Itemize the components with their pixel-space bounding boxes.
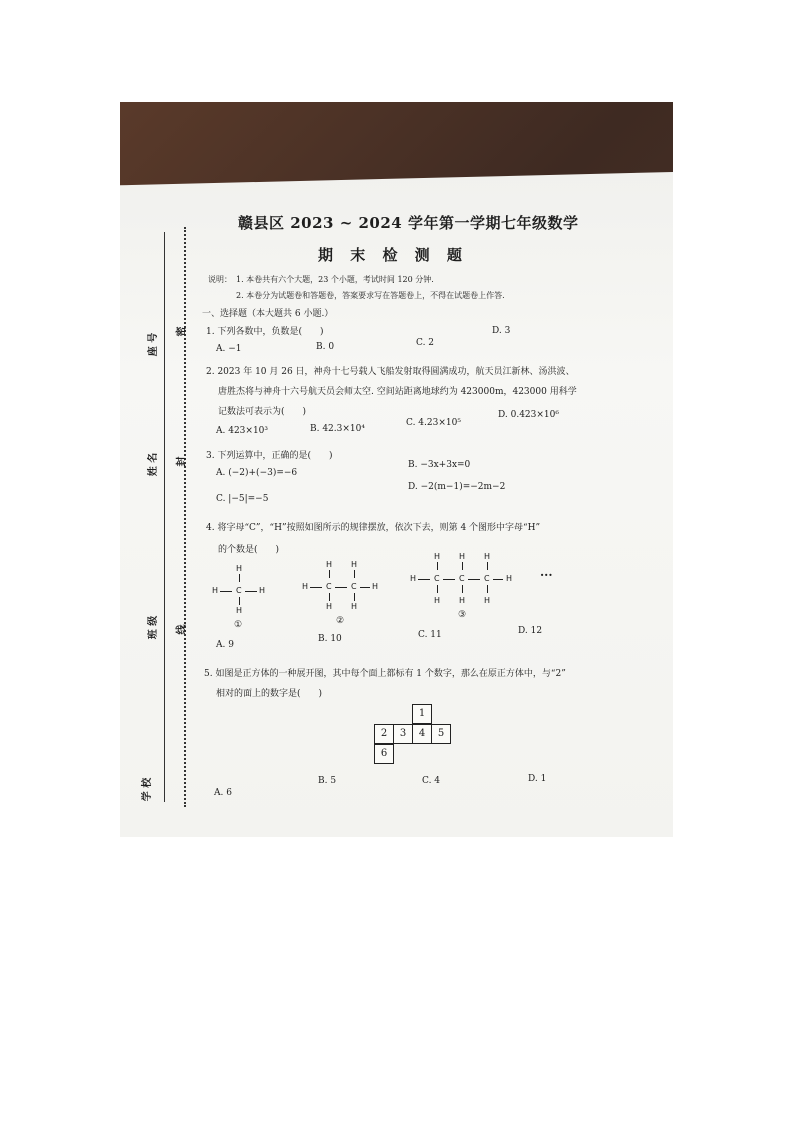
q5-line-2: 相对的面上的数字是( ) bbox=[216, 689, 323, 699]
q3-option-c: C. |−5|=−5 bbox=[216, 494, 269, 504]
seal-feng-label: 封 bbox=[176, 456, 188, 467]
notes-line-2: 2. 本卷分为试题卷和答题卷，答案要求写在答题卷上，不得在试题卷上作答. bbox=[236, 291, 505, 300]
q4-option-d: D. 12 bbox=[518, 626, 543, 636]
q5-option-d: D. 1 bbox=[528, 774, 547, 784]
molecule-figure-1: H H C H H bbox=[212, 564, 266, 615]
q2-line-2: 唐胜杰将与神舟十六号航天员会师太空. 空间站距离地球约为 423000m，423000 用科学 bbox=[218, 387, 577, 397]
q4-option-c: C. 11 bbox=[418, 630, 442, 640]
exam-subtitle: 期 末 检 测 题 bbox=[318, 246, 468, 264]
figure-2-label: ② bbox=[336, 616, 345, 626]
q5-option-b: B. 5 bbox=[318, 776, 337, 786]
cube-face-6: 6 bbox=[374, 744, 394, 764]
q5-option-a: A. 6 bbox=[214, 788, 232, 798]
figure-3-label: ③ bbox=[458, 610, 467, 620]
dotted-seal-line bbox=[184, 227, 186, 807]
cube-face-5: 5 bbox=[431, 724, 451, 744]
q1-option-d: D. 3 bbox=[492, 326, 511, 336]
binding-name-label: 姓 名 bbox=[148, 452, 160, 477]
q4-line-1: 4. 将字母“C”，“H”按照如图所示的规律摆放，依次下去，则第 4 个图形中字母“H” bbox=[206, 523, 541, 533]
cube-face-2: 2 bbox=[374, 724, 394, 744]
q1-stem: 1. 下列各数中，负数是( ) bbox=[206, 327, 324, 337]
cube-face-3: 3 bbox=[393, 724, 413, 744]
q3-option-d: D. −2(m−1)=−2m−2 bbox=[408, 482, 506, 492]
molecule-figure-3: H H H H C C C H H H H bbox=[410, 552, 513, 605]
q2-line-3: 记数法可表示为( ) bbox=[218, 407, 307, 417]
molecule-figure-2: H H H C C H H H bbox=[302, 560, 379, 611]
q2-option-b: B. 42.3×10⁴ bbox=[310, 424, 365, 434]
figure-1-label: ① bbox=[234, 620, 243, 630]
sequence-ellipsis: ··· bbox=[540, 568, 553, 582]
q5-option-c: C. 4 bbox=[422, 776, 441, 786]
q2-option-c: C. 4.23×10⁵ bbox=[406, 418, 461, 428]
binding-seat-label: 座 号 bbox=[148, 332, 160, 357]
q4-line-2: 的个数是( ) bbox=[218, 545, 280, 555]
q4-option-a: A. 9 bbox=[216, 640, 234, 650]
q3-option-a: A. (−2)+(−3)=−6 bbox=[216, 468, 298, 478]
seal-xian-label: 线 bbox=[176, 624, 188, 635]
q1-option-a: A. −1 bbox=[216, 344, 242, 354]
exam-photo bbox=[120, 102, 673, 837]
binding-school-label: 学 校 bbox=[142, 777, 154, 802]
exam-page bbox=[120, 102, 673, 837]
cube-face-1: 1 bbox=[412, 704, 432, 724]
q2-option-d: D. 0.423×10⁶ bbox=[498, 410, 559, 420]
q1-option-c: C. 2 bbox=[416, 338, 435, 348]
binding-line bbox=[164, 232, 165, 802]
q5-line-1: 5. 如图是正方体的一种展开图，其中每个面上都标有 1 个数字，那么在原正方体中，与“2” bbox=[204, 669, 566, 679]
q3-option-b: B. −3x+3x=0 bbox=[408, 460, 471, 470]
q2-line-1: 2. 2023 年 10 月 26 日，神舟十七号载人飞船发射取得圆满成功，航天员江新林、汤洪波、 bbox=[206, 367, 575, 377]
q2-option-a: A. 423×10³ bbox=[216, 426, 269, 436]
seal-mi-label: 密 bbox=[176, 326, 188, 337]
q1-option-b: B. 0 bbox=[316, 342, 335, 352]
section-heading: 一、选择题（本大题共 6 小题.） bbox=[202, 309, 334, 319]
notes-label: 说明： bbox=[208, 275, 232, 284]
exam-title: 赣县区 2023 ~ 2024 学年第一学期七年级数学 bbox=[238, 214, 579, 232]
q3-stem: 3. 下列运算中，正确的是( ) bbox=[206, 451, 333, 461]
notes-line-1: 1. 本卷共有六个大题，23 个小题，考试时间 120 分钟. bbox=[236, 275, 434, 284]
binding-class-label: 班 级 bbox=[148, 615, 160, 640]
q4-option-b: B. 10 bbox=[318, 634, 342, 644]
cube-face-4: 4 bbox=[412, 724, 432, 744]
